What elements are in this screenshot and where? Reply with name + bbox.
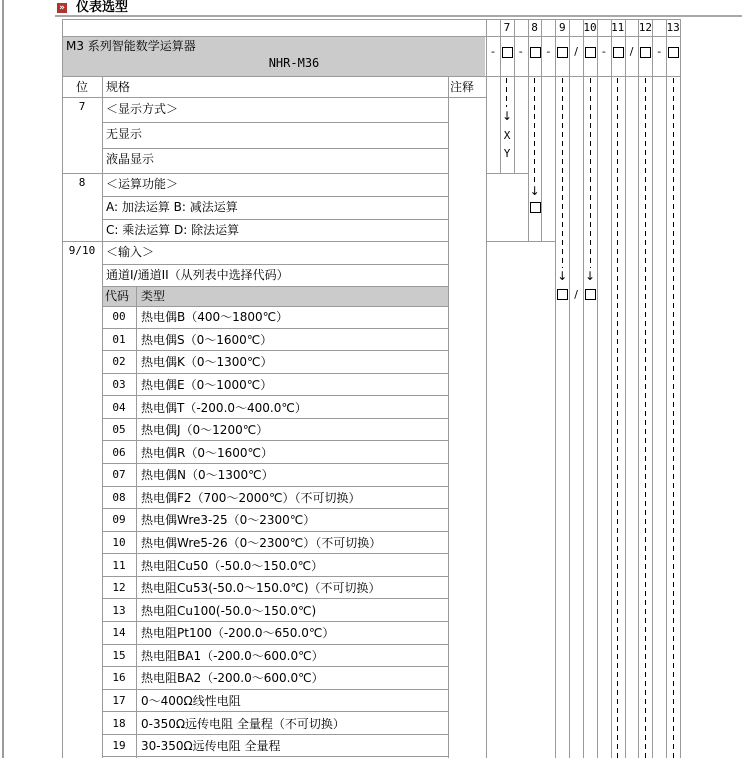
grid-line (102, 196, 448, 197)
digit-col-header-13: 13 (666, 21, 680, 34)
spec-display-title: ＜显示方式＞ (106, 102, 179, 116)
option-code-y: Y (503, 147, 511, 160)
spec-operation-title: ＜运算功能＞ (106, 177, 179, 191)
grid-line (583, 19, 584, 758)
grid-line (486, 241, 556, 242)
col-header-spec: 规格 (106, 80, 131, 94)
title-rule (55, 15, 742, 17)
code-cell: 04 (112, 400, 126, 414)
code-row (102, 419, 448, 442)
order-separator: - (546, 45, 551, 58)
code-cell: 17 (112, 693, 126, 707)
product-model: NHR-M36 (268, 56, 320, 70)
page-title: 仪表选型 (76, 0, 129, 15)
selection-checkbox-8 (530, 202, 541, 213)
dashed-guide-line-8 (534, 78, 535, 182)
grid-line (102, 122, 448, 123)
code-row (102, 464, 448, 487)
code-cell: 02 (112, 355, 126, 369)
order-checkbox-12 (640, 47, 651, 58)
dashed-guide-line-7 (506, 78, 507, 107)
type-cell: 热电阻Cu100(-50.0～150.0℃) (141, 603, 317, 618)
code-row (102, 622, 448, 645)
type-cell: 热电偶T（-200.0～400.0℃） (141, 400, 307, 415)
code-row (102, 712, 448, 735)
dashed-guide-line-13 (673, 78, 674, 758)
section-marker-icon: » (57, 3, 67, 13)
code-cell: 03 (112, 377, 126, 391)
dashed-guide-line-12 (645, 78, 646, 758)
type-cell: 热电阻Pt100（-200.0～650.0℃） (141, 626, 335, 641)
order-separator: - (657, 45, 662, 58)
type-cell: 热电阻Cu53(-50.0～150.0℃)（不可切换） (141, 581, 381, 596)
code-row (102, 599, 448, 622)
grid-line (611, 19, 612, 758)
grid-line (102, 264, 448, 265)
type-cell: 热电偶N（0～1300℃） (141, 468, 274, 483)
grid-line (569, 19, 570, 758)
type-cell: 热电偶R（0～1600℃） (141, 445, 273, 460)
col-header-pos: 位 (75, 80, 88, 94)
grid-line (62, 36, 681, 37)
type-cell: 热电偶B（400～1800℃） (141, 310, 289, 325)
option-code-x: X (503, 129, 511, 142)
code-cell: 18 (112, 716, 126, 730)
down-arrow-icon: ↓ (584, 269, 596, 283)
spec-option-lcd-display: 液晶显示 (106, 152, 155, 166)
grid-line (102, 286, 448, 287)
pos-label-9-10: 9/10 (68, 244, 96, 257)
digit-col-header-8: 8 (531, 21, 538, 34)
type-cell: 热电阻BA1（-200.0～600.0℃） (141, 648, 324, 663)
order-separator: / (574, 45, 578, 58)
dashed-guide-line-9 (562, 78, 563, 268)
code-row (102, 351, 448, 374)
digit-col-header-11: 11 (611, 21, 625, 34)
grid-line (62, 241, 448, 242)
spec-option-no-display: 无显示 (106, 127, 143, 141)
code-row (102, 690, 448, 713)
type-cell: 0-350Ω远传电阻 全量程（不可切换） (141, 716, 345, 731)
code-cell: 13 (112, 603, 126, 617)
grid-line (62, 97, 486, 98)
code-cell: 16 (112, 671, 126, 685)
grid-line (638, 19, 639, 758)
type-cell: 热电阻BA2（-200.0～600.0℃） (141, 671, 324, 686)
order-checkbox-10 (585, 47, 596, 58)
spec-input-channels: 通道I/通道II（从列表中选择代码） (106, 267, 289, 282)
spec-operation-mul-div: C: 乘法运算 D: 除法运算 (106, 222, 240, 237)
spec-input-title: ＜输入＞ (106, 245, 155, 259)
type-cell: 热电偶J（0～1200℃） (141, 423, 269, 438)
code-row (102, 577, 448, 600)
type-cell: 热电偶F2（700～2000℃）（不可切换） (141, 490, 361, 505)
code-row (102, 487, 448, 510)
grid-line (652, 19, 653, 758)
grid-line (62, 19, 63, 758)
code-row (102, 441, 448, 464)
grid-line (448, 76, 449, 758)
digit-col-header-12: 12 (638, 21, 653, 34)
pos-label-7: 7 (78, 100, 86, 113)
spec-operation-add-sub: A: 加法运算 B: 减法运算 (106, 200, 238, 214)
code-cell: 14 (112, 626, 126, 640)
selection-checkbox-9 (557, 289, 568, 300)
order-separator: - (491, 45, 495, 58)
code-cell: 00 (112, 310, 126, 324)
order-checkbox-9 (557, 47, 568, 58)
code-cell: 09 (112, 513, 126, 527)
order-checkbox-11 (613, 47, 624, 58)
code-cell: 07 (112, 468, 126, 482)
code-row (102, 374, 448, 397)
grid-line (528, 19, 529, 241)
grid-line (62, 76, 681, 77)
order-separator: - (518, 45, 523, 58)
col-header-note: 注释 (450, 80, 475, 94)
type-cell: 30-350Ω远传电阻 全量程 (141, 739, 281, 754)
down-arrow-icon: ↓ (529, 184, 540, 198)
pos-label-8: 8 (78, 176, 86, 189)
code-row (102, 306, 448, 329)
code-row (102, 329, 448, 352)
code-row (102, 532, 448, 555)
code-cell: 08 (112, 490, 126, 504)
selection-checkbox-10 (585, 289, 596, 300)
order-separator: - (601, 45, 606, 58)
code-row (102, 667, 448, 690)
code-row (102, 509, 448, 532)
code-row (102, 735, 448, 758)
code-table-header-type: 类型 (141, 289, 166, 303)
code-table-header-code: 代码 (105, 289, 130, 303)
grid-line (486, 19, 487, 758)
code-row (102, 396, 448, 419)
grid-line (625, 19, 626, 758)
grid-line (680, 19, 681, 758)
page-frame-line (2, 0, 4, 758)
grid-line (666, 19, 667, 758)
grid-line (102, 148, 448, 149)
code-cell: 19 (112, 739, 126, 753)
dashed-guide-line-11 (617, 78, 618, 758)
code-cell: 10 (112, 535, 126, 549)
grid-line (597, 19, 598, 758)
code-cell: 15 (112, 648, 126, 662)
code-row (102, 645, 448, 668)
type-cell: 热电偶S（0～1600℃） (141, 332, 273, 347)
code-cell: 12 (112, 581, 126, 595)
down-arrow-icon: ↓ (501, 109, 513, 123)
dashed-guide-line-10 (590, 78, 591, 268)
grid-line (62, 173, 448, 174)
digit-col-header-10: 10 (583, 21, 597, 34)
order-checkbox-8 (530, 47, 541, 58)
order-separator: / (629, 45, 634, 58)
code-cell: 05 (112, 423, 126, 437)
down-arrow-icon: ↓ (557, 269, 568, 283)
code-cell: 06 (112, 445, 126, 459)
type-cell: 热电阻Cu50（-50.0～150.0℃） (141, 558, 324, 573)
digit-col-header-7: 7 (503, 21, 511, 34)
code-cell: 11 (112, 558, 126, 572)
type-cell: 热电偶E（0～1000℃） (141, 377, 273, 392)
code-row (102, 554, 448, 577)
type-cell: 0～400Ω线性电阻 (141, 693, 241, 708)
order-checkbox-13 (668, 47, 679, 58)
grid-line (486, 173, 528, 174)
type-cell: 热电偶Wre3-25（0～2300℃） (141, 513, 316, 528)
type-cell: 热电偶Wre5-26（0～2300℃）（不可切换） (141, 535, 382, 550)
order-checkbox-7 (502, 47, 513, 58)
grid-line (555, 19, 556, 758)
product-series-name: M3 系列智能数学运算器 (66, 39, 196, 53)
grid-line (102, 219, 448, 220)
type-cell: 热电偶K（0～1300℃） (141, 355, 273, 370)
digit-col-header-9: 9 (558, 21, 566, 34)
code-cell: 01 (112, 332, 126, 346)
channel-separator-slash: / (574, 288, 578, 301)
